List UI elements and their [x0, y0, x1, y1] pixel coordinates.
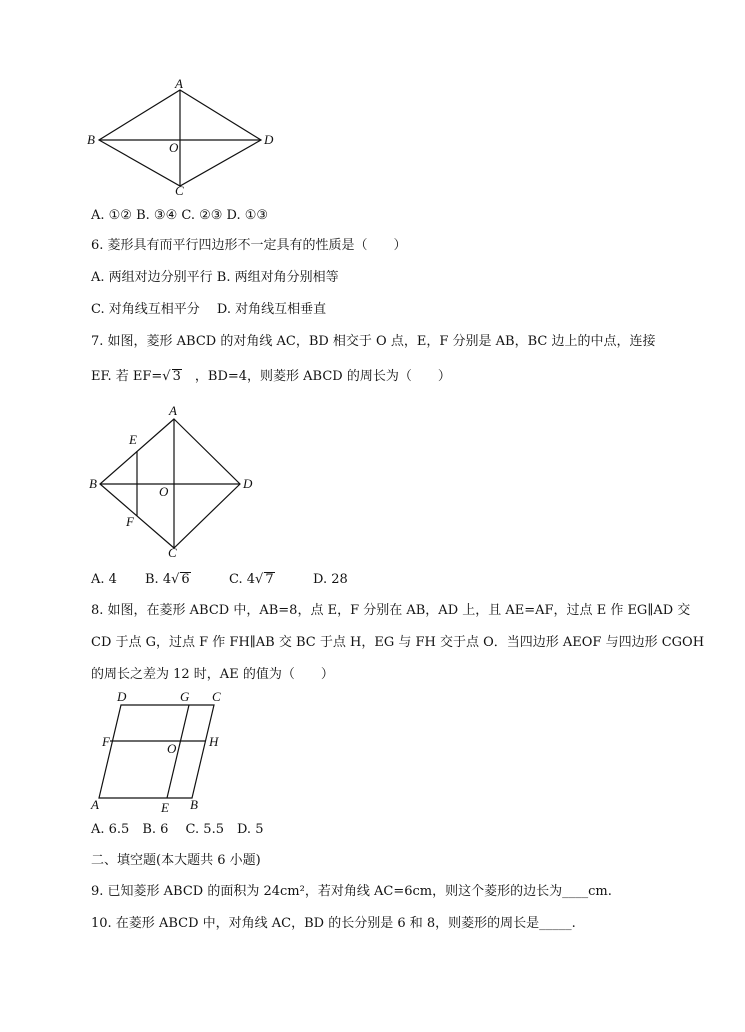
q7-option-c: C. 4√ 7 [229, 572, 274, 587]
midpoint-label-e: E [129, 432, 137, 447]
vertex-label-d: D [243, 476, 253, 491]
q7-option-d: D. 28 [313, 572, 348, 587]
rhombus-figure-2 [85, 402, 275, 562]
vertex-label-a: A [169, 403, 177, 418]
q8-options: A. 6.5 B. 6 C. 5.5 D. 5 [91, 822, 264, 837]
point-label-f: F [102, 734, 110, 749]
vertex-label-b: B [89, 476, 97, 491]
q5-options: A. ①② B. ③④ C. ②③ D. ①③ [91, 208, 269, 223]
point-label-h: H [209, 734, 219, 749]
vertex-label-a: A [91, 797, 99, 812]
section-heading: 二、填空题(本大题共 6 小题) [91, 853, 261, 868]
center-label-o: O [159, 484, 169, 499]
q9: 9. 已知菱形 ABCD 的面积为 24cm²，若对角线 AC=6cm，则这个菱形的边长为____cm. [91, 884, 612, 899]
vertex-label-c: C [175, 183, 184, 198]
q7-line-2-post: ，BD=4，则菱形 ABCD 的周长为（ ） [194, 369, 451, 384]
vertex-label-c: C [168, 545, 177, 560]
q6-options-2: C. 对角线互相平分 D. 对角线互相垂直 [91, 302, 327, 317]
q7-option-a: A. 4 [91, 572, 117, 587]
point-label-g: G [180, 689, 190, 704]
q8-line-1: 8. 如图，在菱形 ABCD 中，AB=8，点 E，F 分别在 AB，AD 上，且 AE=AF，过点 E 作 EG∥AD 交 [91, 603, 691, 618]
center-label-o: O [169, 140, 179, 155]
rhombus-figure-3 [85, 688, 235, 818]
q7-options [91, 571, 348, 589]
q7-line-1: 7. 如图，菱形 ABCD 的对角线 AC，BD 相交于 O 点，E，F 分别是 AB，BC 边上的中点，连接 [91, 334, 656, 349]
midpoint-label-f: F [126, 514, 134, 529]
q6-stem: 6. 菱形具有而平行四边形不一定具有的性质是（ ） [91, 238, 407, 253]
sqrt-3: √ 3 [162, 369, 181, 384]
q8-line-2: CD 于点 G，过点 F 作 FH∥AB 交 BC 于点 H，EG 与 FH 交于点 O．当四边形 AEOF 与四边形 CGOH [91, 635, 705, 650]
center-label-o: O [167, 741, 177, 756]
vertex-label-c: C [212, 689, 221, 704]
point-label-e: E [161, 800, 169, 815]
q7-line-2-pre: EF. 若 EF= [91, 369, 163, 384]
q8-line-3: 的周长之差为 12 时，AE 的值为（ ） [91, 667, 334, 682]
q7-option-b: B. 4√ 6 [145, 572, 190, 587]
rhombus-figure-1 [85, 78, 285, 198]
vertex-label-d: D [117, 689, 127, 704]
vertex-label-a: A [175, 76, 183, 91]
vertex-label-b: B [87, 132, 95, 147]
q6-options-1: A. 两组对边分别平行 B. 两组对角分别相等 [91, 270, 339, 285]
q10: 10. 在菱形 ABCD 中，对角线 AC，BD 的长分别是 6 和 8，则菱形的周长是_____. [91, 916, 576, 931]
vertex-label-b: B [190, 797, 198, 812]
vertex-label-d: D [264, 132, 274, 147]
q7-line-2 [91, 368, 451, 386]
